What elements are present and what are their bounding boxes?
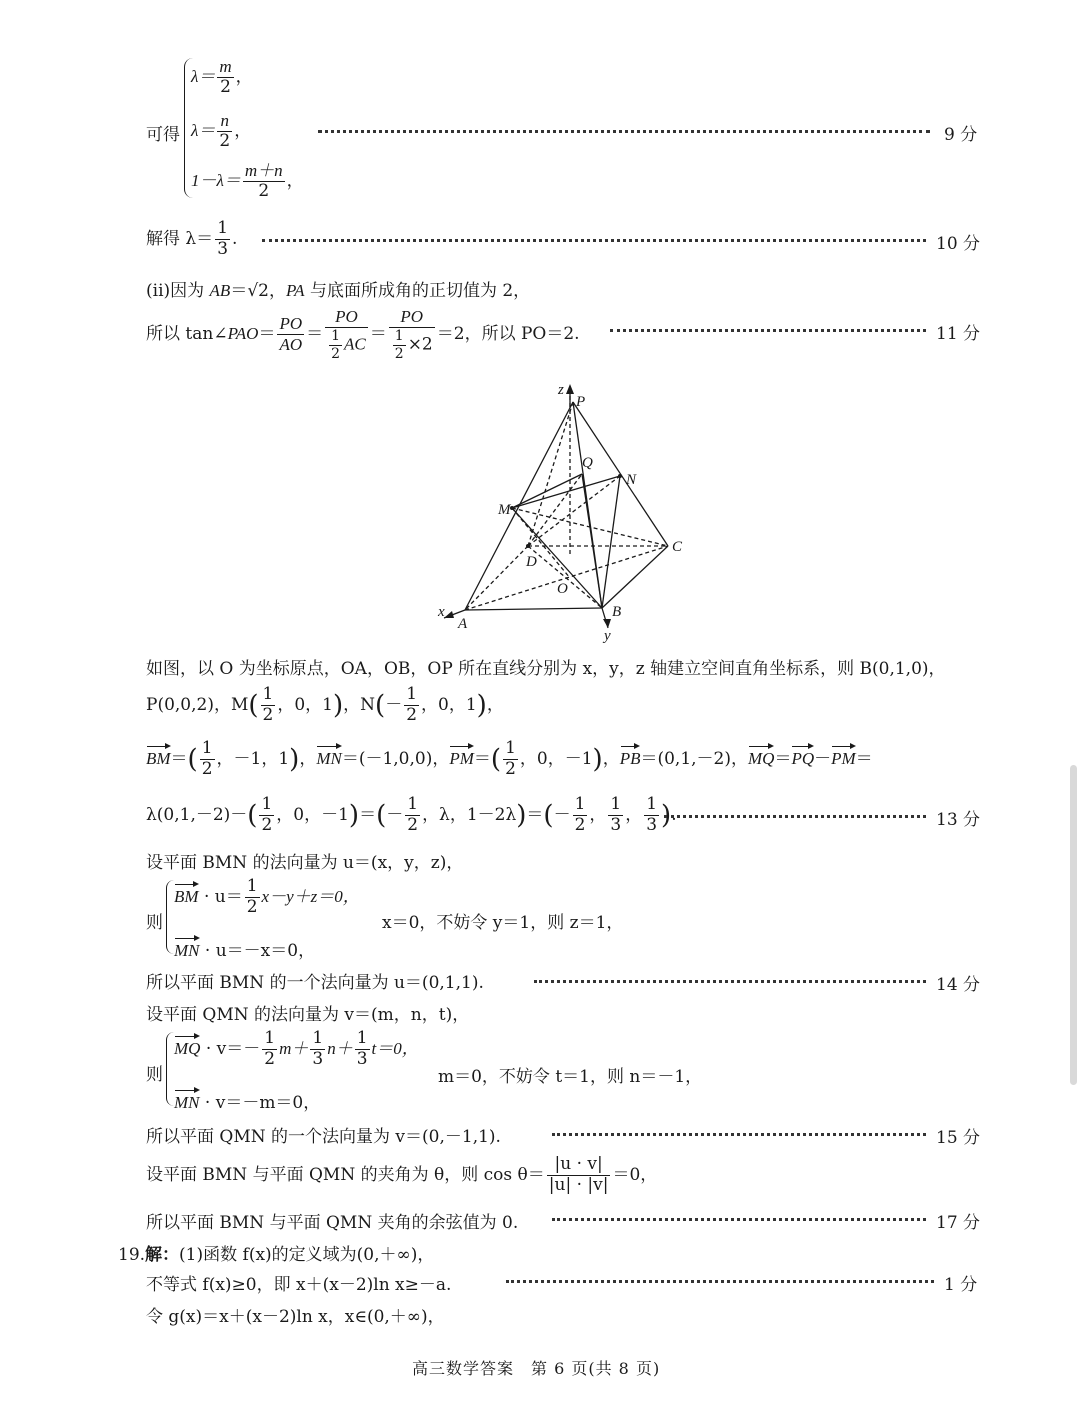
final-line: 所以平面 BMN 与平面 QMN 夹角的余弦值为 0. xyxy=(146,1213,519,1233)
label-N: N xyxy=(626,472,637,488)
q19-line-1: 19.解：(1)函数 f(x)的定义域为(0,＋∞)， xyxy=(118,1245,435,1265)
lambda-line: λ(0,1,－2)－( $\frac{1}{2}$ ，0，－1)＝(－ $\frac{1}{2}$ ，λ，1－2λ)＝(－ $\frac{1}{2}$ ， $\frac{1}{3}$ ， $\frac{1}{3}$ ). xyxy=(146,794,677,835)
cos-line: 设平面 BMN 与平面 QMN 的夹角为 θ，则 cos θ＝ $\frac{|u \cdot v|}{|u| \cdot |v|}$ ＝0， xyxy=(146,1154,658,1195)
dot-leader xyxy=(506,1280,934,1283)
normal-u-then: 则 xyxy=(146,913,163,933)
normal-u-row-2: MN · u＝－x＝0， xyxy=(174,941,316,961)
normal-u-side: x＝0，不妨令 y＝1，则 z＝1， xyxy=(382,913,624,933)
normal-v-row-1: MQ · v＝－ $\frac{1}{2}$ m＋ $\frac{1}{3}$ n＋ $\frac{1}{3}$ t＝0， xyxy=(174,1028,419,1069)
label-O: O xyxy=(557,581,568,597)
label-P: P xyxy=(576,394,586,410)
edge-QB xyxy=(582,474,602,608)
part-ii-line: (ii)因为 AB＝√2，PA 与底面所成角的正切值为 2， xyxy=(146,281,531,301)
normal-v-row-2: MN · v＝－m＝0， xyxy=(174,1093,321,1113)
points-15: 15 分 xyxy=(936,1128,981,1148)
tan-line: 所以 tan∠PAO＝ $\frac{PO}{AO}$ ＝ PO $\frac{1}{2}$ AC ＝ PO $\frac{1}{2}$ ×2 ＝2，所以 PO＝2. xyxy=(146,307,580,362)
solve-line: 解得 λ＝ $\frac{1}{3}$ . xyxy=(146,218,238,259)
point-M xyxy=(510,506,514,510)
normal-v-intro: 设平面 QMN 的法向量为 v＝(m，n，t)， xyxy=(146,1005,470,1025)
edge-PD xyxy=(528,402,573,546)
q19-line-2: 不等式 f(x)≥0，即 x＋(x－2)ln x≥－a. xyxy=(146,1275,452,1295)
scrollbar-thumb[interactable] xyxy=(1070,765,1077,1085)
point-D xyxy=(526,544,530,548)
pyramid-figure xyxy=(430,378,700,648)
label-C: C xyxy=(672,539,683,555)
page-footer: 高三数学答案 第 6 页(共 8 页) xyxy=(412,1359,661,1378)
points-9: 9 分 xyxy=(944,125,978,145)
label-A: A xyxy=(458,616,468,632)
normal-u-intro: 设平面 BMN 的法向量为 u＝(x，y，z)， xyxy=(146,853,464,873)
edge-AB xyxy=(465,608,602,610)
normal-u-result: 所以平面 BMN 的一个法向量为 u＝(0,1,1). xyxy=(146,973,484,993)
dot-leader xyxy=(262,239,926,242)
q19-number: 19. xyxy=(118,1245,146,1265)
z-arrow xyxy=(566,384,574,394)
edge-NB xyxy=(602,476,620,608)
coord-line-2: P(0,0,2)，M( $\frac{1}{2}$ ，0，1)，N(－ $\frac{1}{2}$ ，0，1)， xyxy=(146,684,504,725)
points-14: 14 分 xyxy=(936,975,981,995)
q19-head: 解： xyxy=(145,1245,180,1265)
normal-u-brace xyxy=(166,880,174,954)
normal-v-result: 所以平面 QMN 的一个法向量为 v＝(0,－1,1). xyxy=(146,1127,501,1147)
label-x: x xyxy=(438,604,445,620)
label-Q: Q xyxy=(582,455,593,471)
x-arrow xyxy=(444,611,454,618)
edge-BC xyxy=(602,546,668,608)
dash-DN xyxy=(528,476,620,546)
edge-MN xyxy=(512,476,620,508)
points-1: 1 分 xyxy=(944,1275,978,1295)
points-13: 13 分 xyxy=(936,810,981,830)
normal-u-row-1: BM · u＝ $\frac{1}{2}$ x－y＋z＝0， xyxy=(174,876,360,917)
system-row-3: 1－λ＝ $\frac{m+n}{2}$ ， xyxy=(191,161,304,201)
label-y: y xyxy=(604,628,611,644)
points-10: 10 分 xyxy=(936,234,981,254)
system-prefix: 可得 xyxy=(146,125,180,145)
dot-leader xyxy=(552,1133,926,1136)
label-D: D xyxy=(526,554,537,570)
dot-leader xyxy=(664,815,926,818)
dot-leader xyxy=(534,980,926,983)
vectors-line: BM＝( $\frac{1}{2}$ ，－1，1)，MN＝(－1,0,0)，PM＝( $\frac{1}{2}$ ，0，－1)，PB＝(0,1,－2)，MQ＝PQ－PM＝ xyxy=(146,738,873,779)
points-17: 17 分 xyxy=(936,1213,981,1233)
coord-line-1: 如图，以 O 为坐标原点，OA，OB，OP 所在直线分别为 x，y，z 轴建立空间直角坐标系，则 B(0,1,0)， xyxy=(146,659,946,679)
diag-DB xyxy=(528,546,602,608)
edge-PC xyxy=(573,402,668,546)
dot-leader xyxy=(552,1218,926,1221)
edge-DA xyxy=(465,546,528,610)
point-N xyxy=(618,474,622,478)
system-row-1: λ＝ $\frac{m}{2}$ ， xyxy=(191,57,253,97)
system-row-2: λ＝ $\frac{n}{2}$ ， xyxy=(191,111,252,151)
normal-v-brace xyxy=(166,1032,174,1106)
label-M: M xyxy=(498,502,511,518)
normal-v-side: m＝0，不妨令 t＝1，则 n＝－1， xyxy=(438,1067,703,1087)
dot-leader xyxy=(610,329,926,332)
normal-v-then: 则 xyxy=(146,1065,163,1085)
label-z: z xyxy=(558,382,564,398)
points-11: 11 分 xyxy=(936,324,981,344)
q19-line-3: 令 g(x)＝x＋(x－2)ln x，x∈(0,＋∞)， xyxy=(146,1307,445,1327)
label-B: B xyxy=(612,604,622,620)
dot-leader xyxy=(318,130,930,133)
